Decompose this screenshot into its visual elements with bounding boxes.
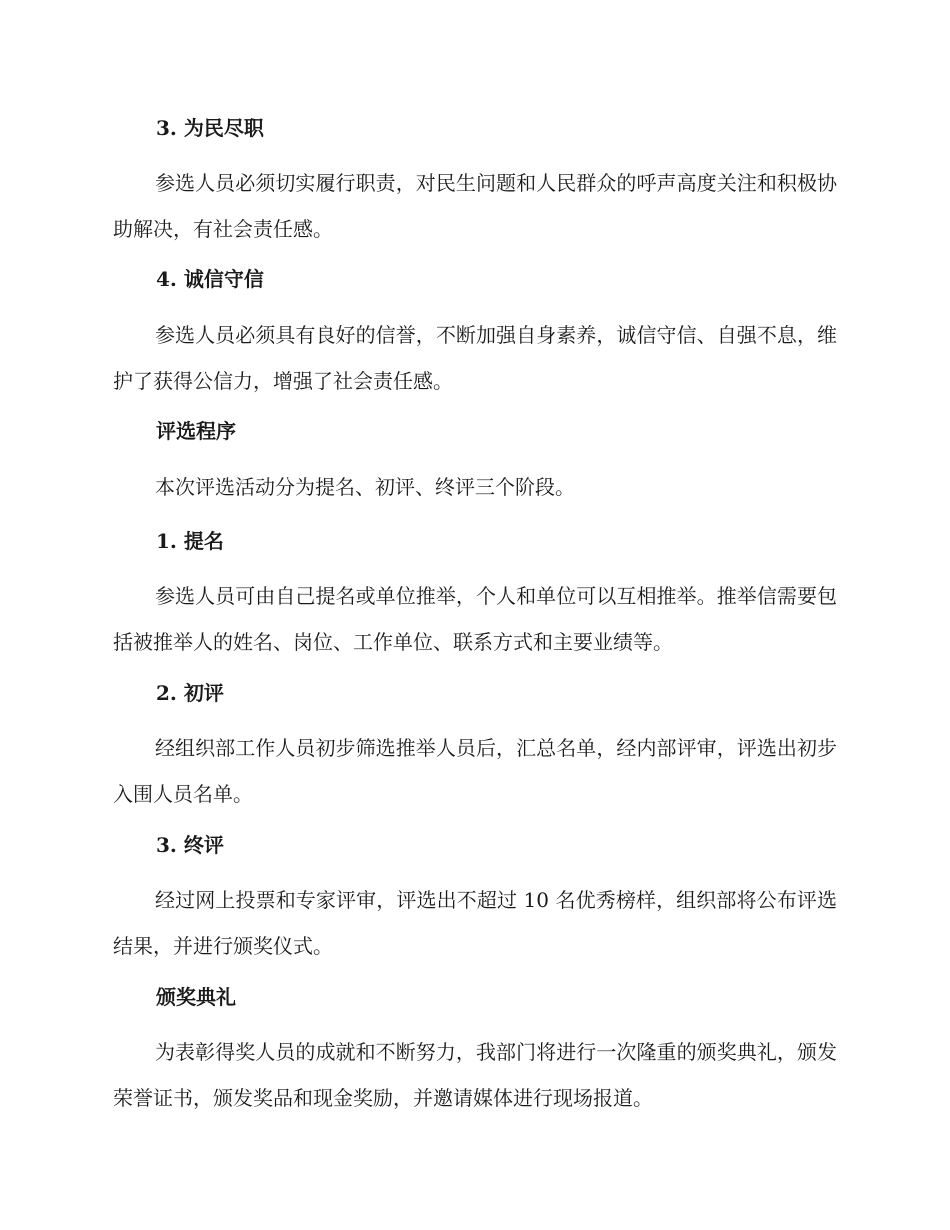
section-paragraph: 参选人员必须具有良好的信誉，不断加强自身素养，诚信守信、自强不息，维护了获得公信力，增强了社会责任感。: [113, 323, 837, 393]
section-heading: 3. 为民尽职: [156, 116, 264, 140]
section-paragraph: 经过网上投票和专家评审，评选出不超过 10 名优秀榜样，组织部将公布评选结果，并进行颁奖仪式。: [113, 888, 837, 958]
section-paragraph: 参选人员可由自己提名或单位推举，个人和单位可以互相推举。推举信需要包括被推举人的姓名、岗位、工作单位、联系方式和主要业绩等。: [113, 584, 837, 654]
section-heading: 3. 终评: [156, 833, 224, 857]
section-heading: 4. 诚信守信: [156, 267, 264, 291]
section-paragraph: 参选人员必须切实履行职责，对民生问题和人民群众的呼声高度关注和积极协助解决，有社会责任感。: [113, 171, 837, 241]
section-heading: 2. 初评: [156, 681, 224, 705]
section-paragraph: 本次评选活动分为提名、初评、终评三个阶段。: [155, 475, 575, 499]
section-paragraph: 为表彰得奖人员的成就和不断努力，我部门将进行一次隆重的颁奖典礼，颁发荣誉证书，颁发奖品和现金奖励，并邀请媒体进行现场报道。: [113, 1040, 837, 1110]
section-heading: 颁奖典礼: [156, 985, 236, 1009]
section-paragraph: 经组织部工作人员初步筛选推举人员后，汇总名单，经内部评审，评选出初步入围人员名单。: [113, 736, 837, 806]
section-heading: 评选程序: [156, 419, 236, 443]
section-heading: 1. 提名: [156, 529, 224, 553]
